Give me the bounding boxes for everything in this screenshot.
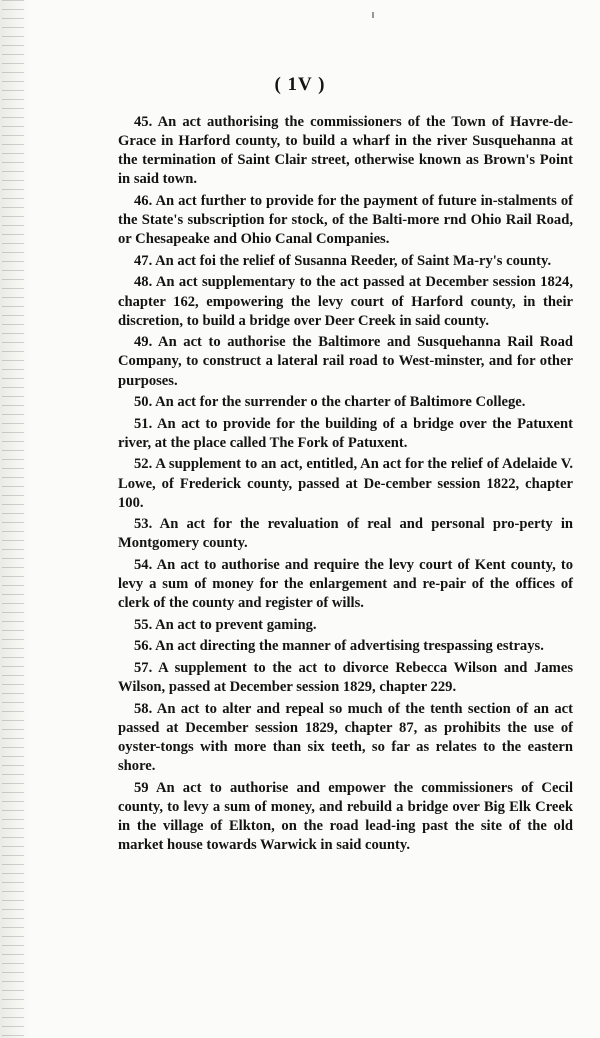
entry-number: 58. xyxy=(134,700,153,717)
act-entry-45 xyxy=(118,113,573,190)
entry-text: A supplement to the act to divorce Rebecca Wilson and James Wilson, passed at December session 1829, chapter 229. xyxy=(118,659,573,696)
entry-text: An act to provide for the building of a bridge over the Patuxent river, at the place called The Fork of Patuxent. xyxy=(118,415,574,451)
entry-text: An act to authorise and require the levy court of Kent county, to levy a sum of money for the enlargement and re-pair of the offices of clerk of the county and register of wills. xyxy=(118,556,574,612)
entry-text: An act further to provide for the payment of future in-stalments of the State's subscription for stock, of the Balti-more rnd Ohio Rail Road, or Chesapeake and Ohio Canal Companies. xyxy=(118,193,573,248)
act-entry-55 xyxy=(118,616,573,635)
entry-number: 46. xyxy=(134,193,153,210)
entry-number: 54. xyxy=(134,556,153,573)
acts-list xyxy=(118,113,573,858)
entry-text: An act supplementary to the act passed at December session 1824, chapter 162, empowering the levy court of Harford county, in their discretion, to build a bridge over Deer Creek in said county. xyxy=(118,274,573,329)
entry-text: A supplement to an act, entitled, An act for the relief of Adelaide V. Lowe, of Frederick county, passed at De-cember session 1822, chapter 100. xyxy=(118,456,574,511)
entry-number: 53. xyxy=(134,516,153,533)
act-entry-57 xyxy=(118,659,573,697)
entry-number: 56. xyxy=(134,638,153,655)
entry-text: An act to prevent gaming. xyxy=(155,616,317,633)
entry-text: An act for the surrender o the charter of Baltimore College. xyxy=(155,394,526,411)
binding-gutter xyxy=(0,0,30,1038)
entry-number: 47. xyxy=(134,252,153,269)
act-entry-46 xyxy=(118,192,573,249)
entry-number: 52. xyxy=(134,456,153,473)
entry-number: 50. xyxy=(134,394,153,411)
act-entry-47 xyxy=(118,252,573,271)
act-entry-50 xyxy=(118,393,573,412)
entry-number: 59 xyxy=(134,779,149,796)
entry-text: An act to authorise and empower the commissioners of Cecil county, to levy a sum of money, and rebuild a bridge over Big Elk Creek in the village of Elkton, on the road lead-ing past the site of the old market house towards Warwick in said county. xyxy=(118,779,574,854)
ink-speck xyxy=(372,12,374,18)
page-number: ( 1V ) xyxy=(274,74,326,95)
entry-number: 45. xyxy=(134,114,153,130)
act-entry-52 xyxy=(118,455,573,512)
act-entry-54 xyxy=(118,556,573,613)
act-entry-53 xyxy=(118,515,573,553)
entry-number: 48. xyxy=(134,274,153,291)
act-entry-59 xyxy=(118,779,573,856)
entry-text: An act to authorise the Baltimore and Susquehanna Rail Road Company, to construct a lateral rail road to West-minster, and for other purposes. xyxy=(118,334,573,389)
entry-text: An act directing the manner of advertising trespassing estrays. xyxy=(155,638,544,655)
act-entry-56 xyxy=(118,637,573,656)
entry-text: An act to alter and repeal so much of the tenth section of an act passed at December session 1829, chapter 87, as prohibits the use of oyster-tongs with more than six teeth, so far as relates to the eastern shore. xyxy=(118,700,573,775)
entry-number: 55. xyxy=(134,616,153,633)
entry-text: An act authorising the commissioners of the Town of Havre-de-Grace in Harford county, to build a wharf in the river Susquehanna at the termination of Saint Clair street, otherwise known as Brown's Point in said town. xyxy=(118,114,574,188)
entry-text: An act foi the relief of Susanna Reeder, of Saint Ma-ry's county. xyxy=(155,252,552,269)
entry-number: 51. xyxy=(134,415,153,432)
act-entry-51 xyxy=(118,415,573,453)
gutter-scan-marks xyxy=(2,0,24,1038)
entry-text: An act for the revaluation of real and personal pro-perty in Montgomery county. xyxy=(118,516,574,552)
entry-number: 57. xyxy=(134,659,153,676)
act-entry-48 xyxy=(118,273,573,330)
act-entry-58 xyxy=(118,700,573,777)
entry-number: 49. xyxy=(134,334,153,351)
act-entry-49 xyxy=(118,333,573,390)
